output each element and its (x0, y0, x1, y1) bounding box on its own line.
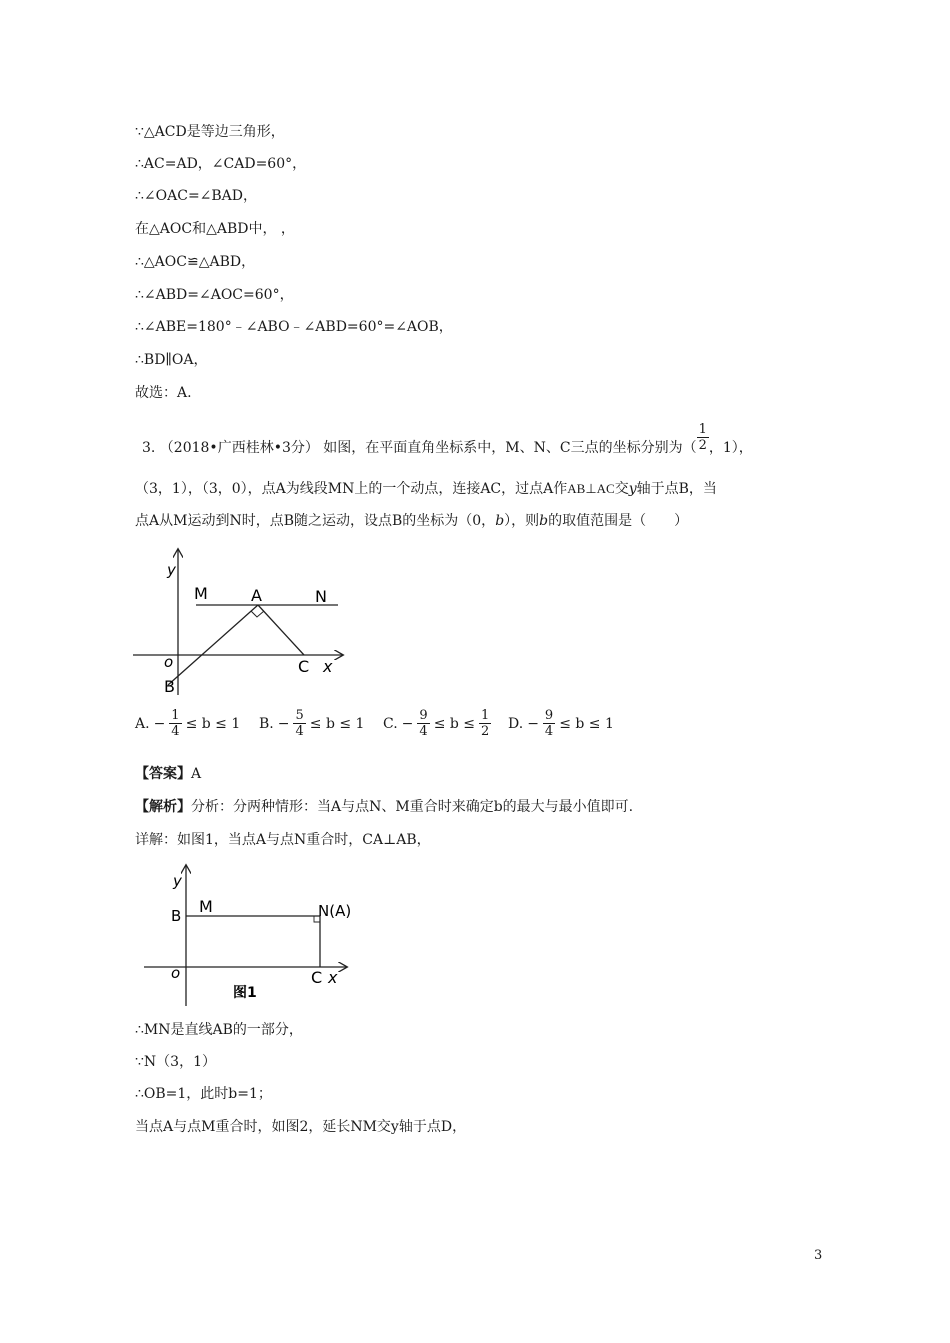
option-sign: − (153, 715, 166, 732)
option-relation: ≤ b ≤ (433, 715, 476, 732)
option-b (259, 708, 364, 739)
question-line-1 (142, 421, 753, 458)
math-variable: y (628, 481, 637, 497)
option-d (508, 708, 614, 739)
label-x: x (328, 968, 338, 987)
right-angle-mark (251, 611, 264, 617)
option-sign: − (527, 715, 539, 732)
text-line: 故选：A. (135, 385, 192, 401)
label-a: A (251, 586, 262, 605)
analysis-text: 分析：分两种情形：当A与点N、M重合时来确定b的最大与最小值即可. (191, 799, 634, 815)
label-m: M (194, 584, 208, 603)
question-text: 的取值范围是（ ） (548, 513, 689, 529)
text-line: ∴OB=1，此时b=1； (135, 1086, 272, 1102)
fraction-numerator: 9 (419, 708, 428, 723)
question-text: 点A从M运动到N时，点B随之运动，设点B的坐标为（0， (135, 513, 496, 529)
text-line: ∴MN是直线AB的一部分， (135, 1022, 303, 1038)
option-a (135, 708, 240, 739)
figure-1 (140, 860, 355, 1010)
figure-caption: 图1 (233, 985, 257, 1001)
coordinate-figure (130, 545, 350, 700)
question-text: 轴于点B，当 (636, 481, 717, 497)
fraction (697, 422, 709, 453)
option-label: A. (135, 715, 150, 732)
fraction-numerator: 1 (481, 708, 490, 723)
answer-tag: 【答案】 (135, 766, 191, 782)
text-line: 在△AOC和△ABD中， ， (135, 221, 295, 237)
label-c: C (298, 657, 310, 676)
text-line: ∴△AOC≌△ABD， (135, 254, 256, 270)
label-o: o (164, 653, 174, 671)
fraction-denominator: 4 (295, 724, 304, 739)
label-n-a: N(A) (318, 902, 352, 920)
fraction-denominator: 4 (171, 724, 180, 739)
label-x: x (323, 657, 333, 676)
answer-line (135, 764, 201, 784)
option-label: D. (508, 715, 524, 732)
question-text: ，1）， (708, 440, 753, 456)
fraction (479, 708, 491, 739)
text-line: 当点A与点M重合时，如图2，延长NM交y轴于点D， (135, 1119, 467, 1135)
fraction-numerator: 5 (295, 708, 304, 723)
option-sign: − (277, 715, 290, 732)
text-line: ∴BD∥OA， (135, 352, 208, 368)
fraction-denominator: 2 (481, 724, 490, 739)
math-expression: AB⊥AC (567, 481, 615, 496)
label-m: M (199, 897, 213, 916)
option-relation: ≤ b ≤ 1 (185, 715, 241, 732)
fraction (169, 708, 181, 739)
fraction-numerator: 9 (544, 708, 554, 723)
fraction-numerator: 1 (698, 421, 707, 437)
fraction-numerator: 1 (171, 708, 180, 723)
fraction-denominator: 4 (419, 724, 428, 739)
label-c: C (311, 968, 323, 987)
question-text: 交 (614, 481, 629, 497)
text-line: ∴∠OAC=∠BAD， (135, 188, 258, 204)
analysis-tag: 【解析】 (135, 799, 191, 815)
fraction (543, 708, 555, 739)
fraction (417, 708, 429, 739)
text-line: ∴∠ABD=∠AOC=60°， (135, 287, 294, 303)
fraction-denominator: 2 (698, 437, 707, 453)
page-number: 3 (814, 1248, 823, 1263)
math-variable: b (495, 513, 505, 529)
option-c (383, 708, 491, 739)
label-o: o (171, 964, 181, 982)
label-y: y (167, 561, 176, 579)
segment-ac (258, 605, 304, 655)
math-variable: b (539, 513, 549, 529)
detail-line: 详解：如图1，当点A与点N重合时，CA⊥AB， (135, 832, 431, 848)
answer-value: A (191, 766, 202, 782)
text-line: ∵N（3，1） (135, 1054, 216, 1070)
option-relation: ≤ b ≤ 1 (309, 715, 365, 732)
text-line: ∴AC=AD，∠CAD=60°， (135, 156, 307, 172)
question-text: （3，1），（3，0），点A为线段MN上的一个动点，连接AC，过点A作 (135, 481, 568, 497)
question-text: 3. （2018•广西桂林•3分） 如图，在平面直角坐标系中，M、N、C三点的坐标分别为（ (142, 440, 697, 456)
question-line-2 (135, 479, 717, 499)
segment-ab (168, 605, 258, 685)
label-b: B (164, 677, 175, 696)
label-n: N (315, 587, 327, 606)
question-text: ），则 (504, 513, 540, 529)
question-line-3 (135, 511, 688, 531)
option-sign: − (401, 715, 414, 732)
option-label: B. (259, 715, 274, 732)
option-relation: ≤ b ≤ 1 (559, 715, 614, 732)
label-y: y (173, 872, 182, 890)
text-line: ∴∠ABE=180°﹣∠ABO﹣∠ABD=60°=∠AOB， (135, 319, 453, 335)
text-line: ∵△ACD是等边三角形， (135, 124, 285, 140)
fraction-denominator: 4 (544, 724, 554, 739)
fraction (293, 708, 305, 739)
label-b: B (171, 907, 182, 925)
analysis-line (135, 797, 633, 817)
option-label: C. (383, 715, 398, 732)
